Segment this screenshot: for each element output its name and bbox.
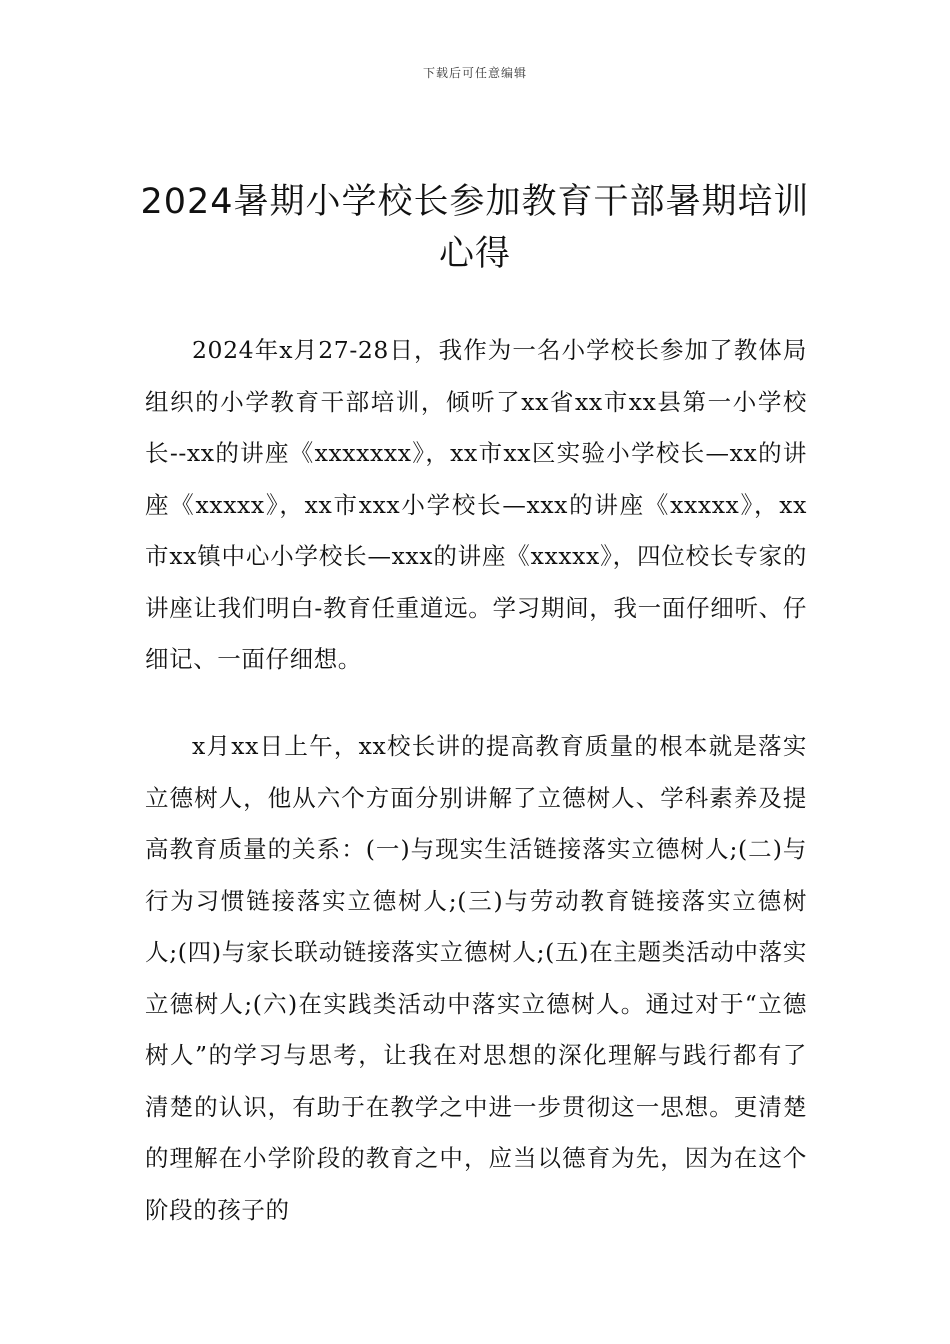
body-paragraph-1: 2024年x月27-28日，我作为一名小学校长参加了教体局组织的小学教育干部培训，倾听了xx省xx市xx县第一小学校长--xx的讲座《xxxxxxx》，xx市xx区实验小学校长—xx的讲座《xxxxx》，xx市xxx小学校长—xxx的讲座《xxxxx》，xx市xx镇中心小学校长—xxx的讲座《xxxxx》，四位校长专家的讲座让我们明白-教育任重道远。学习期间，我一面仔细听、仔细记、一面仔细想。: [145, 336, 807, 673]
document-title: 2024暑期小学校长参加教育干部暑期培训心得: [140, 182, 810, 274]
header-note: 下载后可任意编辑: [422, 66, 527, 80]
body-paragraph-2: x月xx日上午，xx校长讲的提高教育质量的根本就是落实立德树人，他从六个方面分别讲解了立德树人、学科素养及提高教育质量的关系：(一)与现实生活链接落实立德树人;(二)与行为习惯链接落实立德树人;(三)与劳动教育链接落实立德树人;(四)与家长联动链接落实立德树人;(五)在主题类活动中落实立德树人;(六)在实践类活动中落实立德树人。通过对于“立德树人”的学习与思考，让我在对思想的深化理解与践行都有了清楚的认识，有助于在教学之中进一步贯彻这一思想。更清楚的理解在小学阶段的教育之中，应当以德育为先，因为在这个阶段的孩子的: [145, 732, 807, 1224]
